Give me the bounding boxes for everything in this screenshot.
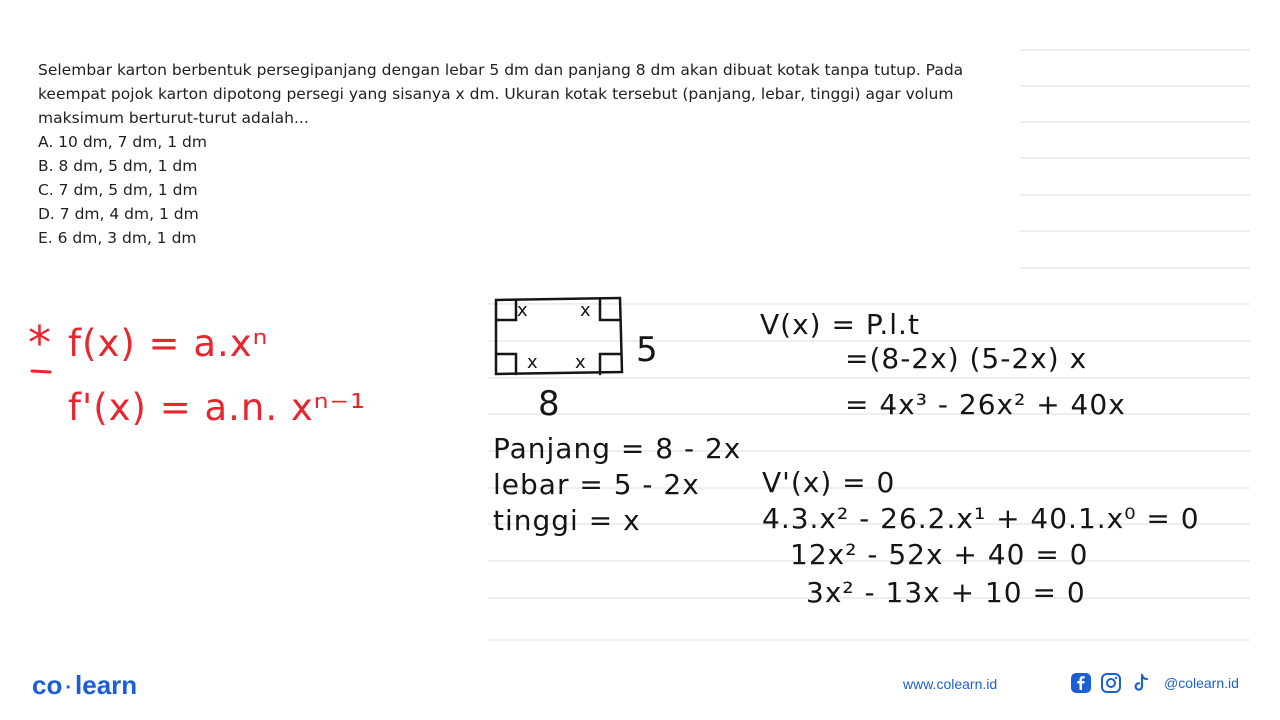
option-e[interactable]: E. 6 dm, 3 dm, 1 dm bbox=[38, 229, 197, 247]
volume-expanded: = 4x³ - 26x² + 40x bbox=[845, 388, 1126, 421]
option-c[interactable]: C. 7 dm, 5 dm, 1 dm bbox=[38, 181, 198, 199]
power-rule-formula: f(x) = a.xⁿ bbox=[68, 322, 269, 365]
option-d[interactable]: D. 7 dm, 4 dm, 1 dm bbox=[38, 205, 199, 223]
derivative-simplified: 12x² - 52x + 40 = 0 bbox=[790, 538, 1089, 571]
answer-options bbox=[38, 130, 998, 250]
width-label: 5 bbox=[636, 330, 659, 370]
panjang-line: Panjang = 8 - 2x bbox=[493, 432, 742, 465]
footer bbox=[0, 660, 1280, 710]
tinggi-line: tinggi = x bbox=[493, 504, 641, 537]
question-text: Selembar karton berbentuk persegipanjang dengan lebar 5 dm dan panjang 8 dm akan dibuat kotak tanpa tutup. Pada keempat pojok karton dipotong persegi yang sisanya x dm. Ukuran kotak tersebut (panjang, lebar, tinggi) agar volum maksimum berturut-turut adalah... bbox=[38, 61, 964, 127]
social-links bbox=[1070, 672, 1239, 694]
lebar-line: lebar = 5 - 2x bbox=[493, 468, 700, 501]
corner-label-br: x bbox=[575, 352, 587, 373]
corner-label-tl: x bbox=[517, 300, 529, 321]
length-label: 8 bbox=[538, 384, 561, 424]
tiktok-icon[interactable] bbox=[1130, 672, 1152, 694]
underline-mark bbox=[30, 366, 54, 376]
derivative-formula: f'(x) = a.n. xⁿ⁻¹ bbox=[68, 386, 366, 429]
social-handle[interactable]: @colearn.id bbox=[1164, 675, 1239, 691]
karton-sketch bbox=[488, 290, 628, 380]
corner-label-bl: x bbox=[527, 352, 539, 373]
volume-definition: V(x) = P.l.t bbox=[760, 308, 920, 341]
option-a[interactable]: A. 10 dm, 7 dm, 1 dm bbox=[38, 133, 207, 151]
derivative-zero: V'(x) = 0 bbox=[762, 466, 896, 499]
question-block bbox=[38, 58, 998, 250]
volume-substitution: =(8-2x) (5-2x) x bbox=[845, 342, 1088, 375]
brand-left: co bbox=[32, 670, 63, 700]
derivative-terms: 4.3.x² - 26.2.x¹ + 40.1.x⁰ = 0 bbox=[762, 502, 1200, 535]
corner-label-tr: x bbox=[580, 300, 592, 321]
star-mark: * bbox=[28, 316, 52, 370]
facebook-icon[interactable] bbox=[1070, 672, 1092, 694]
brand-right: learn bbox=[75, 670, 138, 700]
colearn-logo[interactable] bbox=[32, 670, 137, 701]
derivative-reduced: 3x² - 13x + 10 = 0 bbox=[806, 576, 1086, 609]
instagram-icon[interactable] bbox=[1100, 672, 1122, 694]
option-b[interactable]: B. 8 dm, 5 dm, 1 dm bbox=[38, 157, 198, 175]
brand-dot: · bbox=[65, 677, 73, 699]
website-link[interactable]: www.colearn.id bbox=[903, 676, 998, 692]
